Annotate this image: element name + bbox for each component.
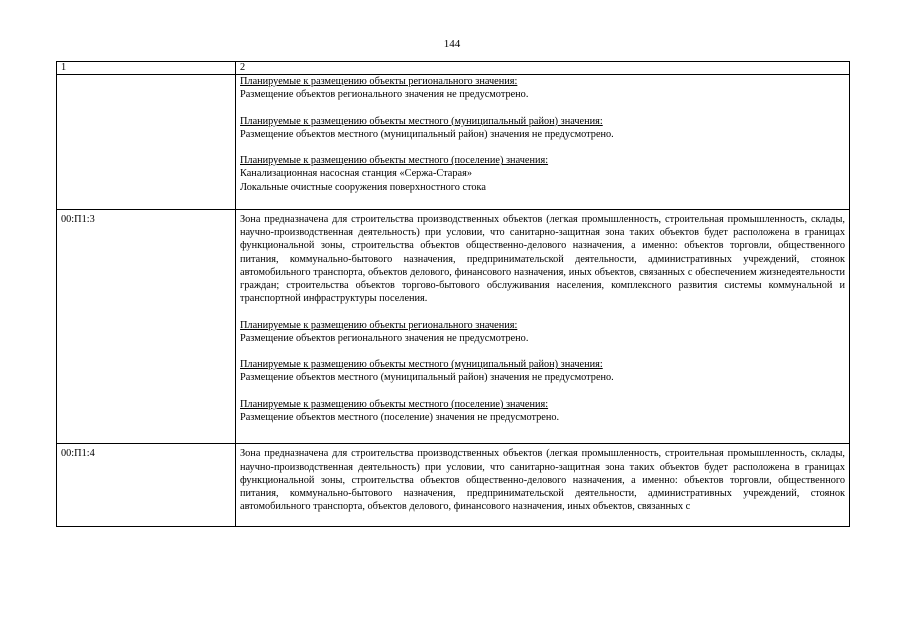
- section-heading: Планируемые к размещению объекты местного (муниципальный район) значения:: [240, 359, 603, 371]
- header-cell-2: 2: [236, 62, 850, 75]
- section-line: Размещение объектов местного (поселение) значения не предусмотрено.: [240, 411, 560, 423]
- section-line: Локальные очистные сооружения поверхностного стока: [240, 181, 486, 193]
- table-row: [57, 444, 850, 527]
- section-heading: Планируемые к размещению объекты регионального значения:: [240, 76, 518, 87]
- zone-description-cell: [236, 444, 850, 527]
- section-line: Размещение объектов местного (муниципальный район) значения не предусмотрено.: [240, 372, 614, 384]
- zone-code-cell: 00:П1:3: [57, 209, 236, 443]
- zone-code-cell: [57, 75, 236, 210]
- zone-purpose-paragraph: Зона предназначена для строительства производственных объектов (легкая промышленность, строительная промышленность, склады, научно-производственная деятельность) при условии, что санитарно-защитная зона таких объектов будет расположена в границах функциональной зоны, строительства объектов общественно-делового назначения, а именно: объектов торговли, общественного питания, коммунально-бытового назначения, предпринимательской деятельности, административных учреждений, стоянок автомобильного транспорта, объектов делового, финансового назначения, иных объектов, связанных с обеспечением жизнедеятельности граждан; строительства объектов торгово-бытового обслуживания населения, комплексного развития системы коммунальной и транспортной инфраструктуры поселения.: [240, 213, 845, 305]
- section-line: Размещение объектов местного (муниципальный район) значения не предусмотрено.: [240, 128, 614, 140]
- zone-description-cell: [236, 209, 850, 443]
- section-line: Канализационная насосная станция «Сержа-Старая»: [240, 168, 472, 180]
- section-line: Размещение объектов регионального значения не предусмотрено.: [240, 89, 529, 101]
- zones-table: [56, 61, 850, 527]
- table-row: [57, 75, 850, 210]
- zone-purpose-paragraph: Зона предназначена для строительства производственных объектов (легкая промышленность, строительная промышленность, склады, научно-производственная деятельность) при условии, что санитарно-защитная зона таких объектов будет расположена в границах функциональной зоны, строительства объектов общественно-делового назначения, а именно: объектов торговли, общественного питания, коммунально-бытового назначения, предпринимательской деятельности, административных учреждений, стоянок автомобильного транспорта, объектов делового, финансового назначения, иных объектов, связанных с: [240, 448, 845, 513]
- page-number: 144: [443, 38, 461, 50]
- section-heading: Планируемые к размещению объекты местного (поселение) значения:: [240, 155, 549, 167]
- section-heading: Планируемые к размещению объекты местного (муниципальный район) значения:: [240, 115, 603, 127]
- section-heading: Планируемые к размещению объекты регионального значения:: [240, 319, 518, 331]
- zone-code-cell: 00:П1:4: [57, 444, 236, 527]
- zone-description-cell: [236, 75, 850, 210]
- table-header-row: [57, 62, 850, 75]
- section-heading: Планируемые к размещению объекты местного (поселение) значения:: [240, 398, 549, 410]
- section-line: Размещение объектов регионального значения не предусмотрено.: [240, 332, 529, 344]
- header-cell-1: 1: [57, 62, 236, 75]
- table-row: [57, 209, 850, 443]
